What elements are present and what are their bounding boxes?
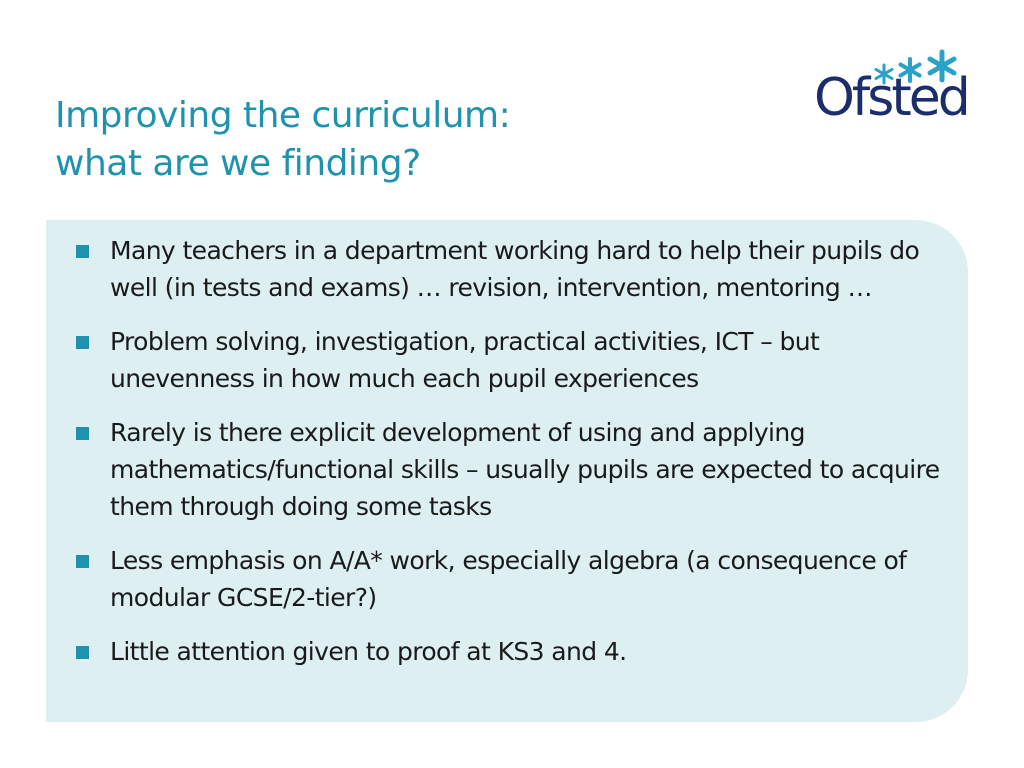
bullet-text: Little attention given to proof at KS3 and 4. bbox=[110, 637, 627, 666]
square-bullet-icon bbox=[76, 336, 89, 349]
slide-title-line-1: Improving the curriculum: bbox=[55, 95, 511, 136]
bullet-text: Problem solving, investigation, practical activities, ICT – but unevenness in how much each pupil experiences bbox=[110, 327, 820, 393]
bullet-list bbox=[46, 232, 946, 687]
square-bullet-icon bbox=[76, 646, 89, 659]
slide-title bbox=[55, 92, 755, 188]
square-bullet-icon bbox=[76, 245, 89, 258]
slide-title-line-2: what are we finding? bbox=[55, 143, 421, 184]
bullet-text: Many teachers in a department working hard to help their pupils do well (in tests and exams) … revision, intervention, mentoring … bbox=[110, 236, 920, 302]
bullet-item bbox=[46, 414, 946, 525]
square-bullet-icon bbox=[76, 427, 89, 440]
content-panel bbox=[46, 220, 968, 722]
bullet-item bbox=[46, 542, 946, 616]
bullet-item bbox=[46, 633, 946, 670]
bullet-item bbox=[46, 232, 946, 306]
ofsted-logo bbox=[814, 48, 974, 132]
logo-wordmark: Ofsted bbox=[814, 68, 968, 128]
bullet-text: Less emphasis on A/A* work, especially algebra (a consequence of modular GCSE/2-tier?) bbox=[110, 546, 907, 612]
bullet-text: Rarely is there explicit development of using and applying mathematics/functional skills – usually pupils are expected to acquire them through doing some tasks bbox=[110, 418, 940, 521]
bullet-item bbox=[46, 323, 946, 397]
square-bullet-icon bbox=[76, 555, 89, 568]
